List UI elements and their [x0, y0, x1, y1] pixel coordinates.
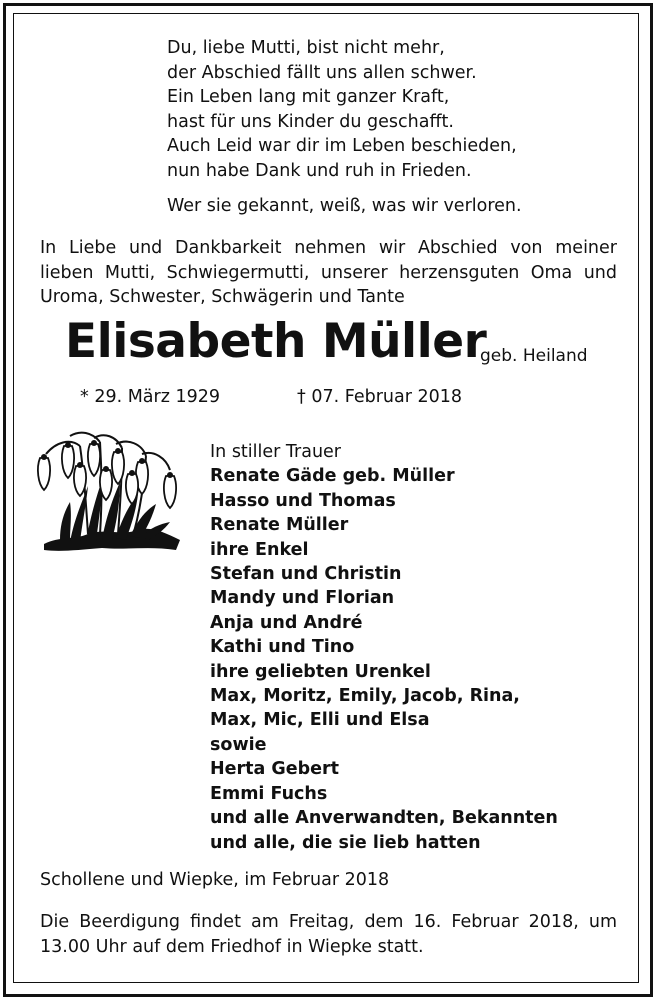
mourner-line: Max, Moritz, Emily, Jacob, Rina,	[210, 686, 520, 707]
intro-text	[40, 236, 617, 310]
mourner-line: ihre Enkel	[210, 539, 309, 560]
mourner-line: und alle, die sie lieb hatten	[210, 832, 481, 853]
mourner-line: Emmi Fuchs	[210, 783, 328, 804]
mourners-list	[210, 440, 558, 855]
intro-line: lieben Mutti, Schwiegermutti, unserer herzensguten Oma und	[40, 262, 617, 283]
mourner-line: Renate Gäde geb. Müller	[210, 466, 455, 487]
mourners-heading: In stiller Trauer	[210, 442, 341, 462]
mourner-line: Anja und André	[210, 612, 363, 633]
poem-line: der Abschied fällt uns allen schwer.	[167, 62, 477, 83]
maiden-name: geb. Heiland	[480, 346, 588, 366]
funeral-info	[40, 910, 617, 959]
mourner-line: Hasso und Thomas	[210, 490, 396, 511]
mourner-line: Renate Müller	[210, 515, 349, 536]
poem-line: Ein Leben lang mit ganzer Kraft,	[167, 87, 450, 107]
intro-line: Uroma, Schwester, Schwägerin und Tante	[40, 287, 405, 307]
place-date: Schollene und Wiepke, im Februar 2018	[40, 870, 390, 890]
death-date: † 07. Februar 2018	[297, 387, 462, 407]
mourner-line: sowie	[210, 734, 267, 755]
mourner-line: Mandy und Florian	[210, 588, 395, 609]
poem-line: Auch Leid war dir im Leben beschieden,	[167, 136, 517, 156]
poem-line: hast für uns Kinder du geschafft.	[167, 111, 454, 132]
mourner-line: und alle Anverwandten, Bekannten	[210, 808, 558, 829]
snowdrop-flowers-icon	[30, 424, 188, 556]
deceased-name: Elisabeth Müller	[65, 314, 487, 369]
poem	[167, 36, 517, 183]
poem-line: nun habe Dank und ruh in Frieden.	[167, 160, 472, 181]
mourner-line: Max, Mic, Elli und Elsa	[210, 710, 430, 731]
mourner-line: Herta Gebert	[210, 759, 340, 780]
mourner-line: Stefan und Christin	[210, 564, 402, 585]
funeral-line: 13.00 Uhr auf dem Friedhof in Wiepke statt.	[40, 936, 424, 957]
funeral-line: Die Beerdigung findet am Freitag, dem 16. Februar 2018, um	[40, 912, 617, 932]
poem-closing: Wer sie gekannt, weiß, was wir verloren.	[167, 196, 522, 216]
poem-line: Du, liebe Mutti, bist nicht mehr,	[167, 38, 445, 58]
mourner-line: ihre geliebten Urenkel	[210, 661, 431, 682]
birth-date: * 29. März 1929	[80, 387, 221, 407]
intro-line: In Liebe und Dankbarkeit nehmen wir Abschied von meiner	[40, 238, 617, 258]
mourner-line: Kathi und Tino	[210, 637, 355, 658]
